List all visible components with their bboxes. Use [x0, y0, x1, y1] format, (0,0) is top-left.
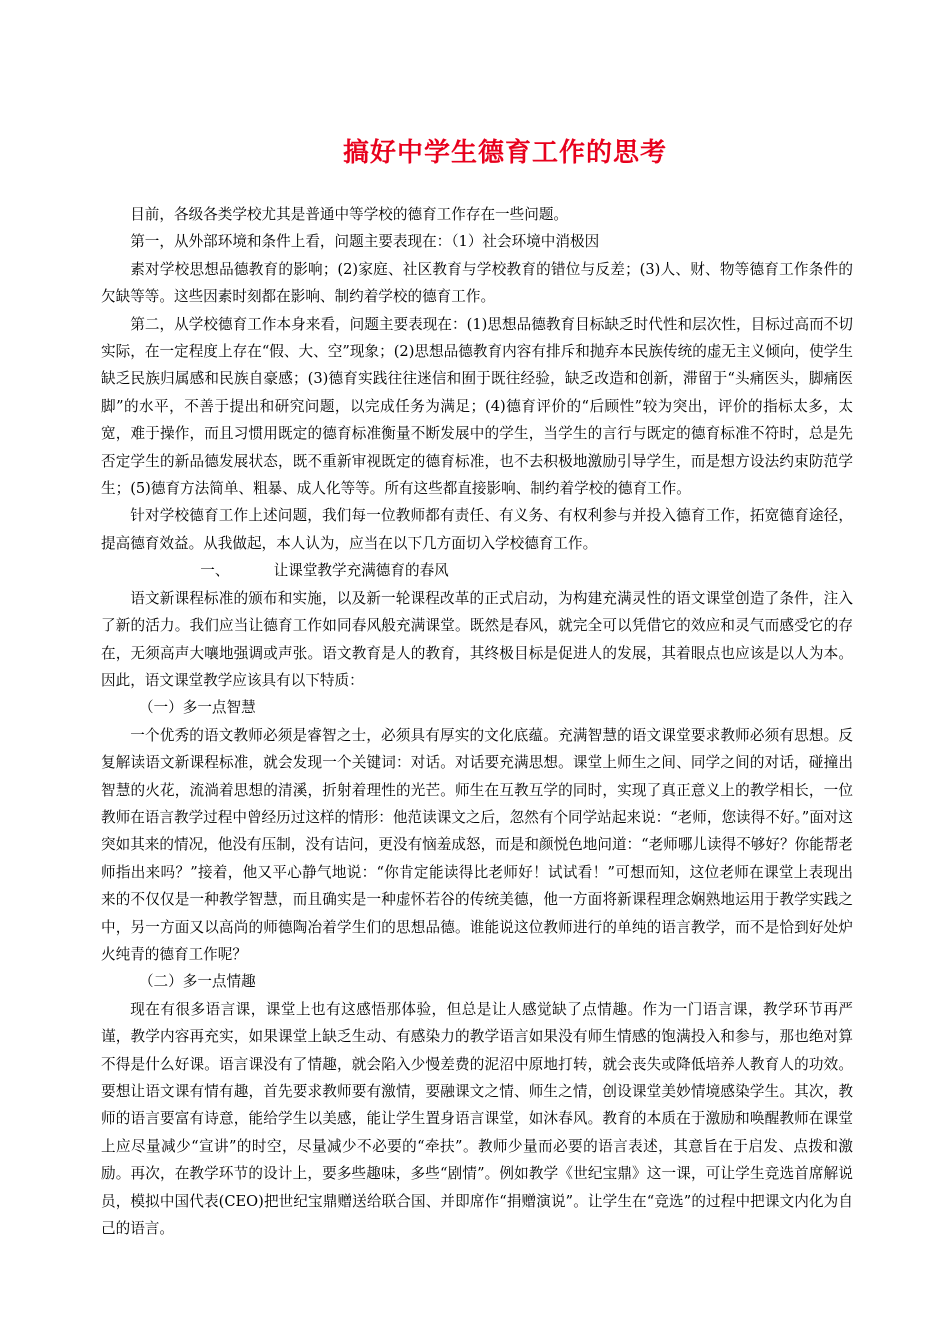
paragraph-wisdom: 一个优秀的语文教师必须是睿智之士，必须具有厚实的文化底蕴。充满智慧的语文课堂要求教师必须有思想。反复解读语文新课程标准，就会发现一个关键词：对话。对话要充满思想。课堂上师生之间、同学之间的对话，碰撞出智慧的火花，流淌着思想的清溪，折射着理性的光芒。师生在互教互学的同时，实现了真正意义上的教学相长，一位教师在语言教学过程中曾经历过这样的情形：他范读课文之后，忽然有个同学站起来说：“老师，您读得不好。”面对这突如其来的情况，他没有压制，没有诘问，更没有恼羞成怒，而是和颜悦色地问道：“老师哪儿读得不够好？你能帮老师指出来吗？”接着，他又平心静气地说：“你肯定能读得比老师好！试试看！”可想而知，这位老师在课堂上表现出来的不仅仅是一种教学智慧，而且确实是一种虚怀若谷的传统美德，他一方面将新课程理念娴熟地运用于教学实践之中，另一方面又以高尚的师德陶冶着学生们的思想品德。谁能说这位教师进行的单纯的语言教学，而不是恰到好处炉火纯青的德育工作呢？	[101, 726, 853, 963]
paragraph-first-point: 第一，从外部环境和条件上看，问题主要表现在：（1）社会环境中消极因	[130, 233, 600, 251]
subheading-interest: （二）多一点情趣	[138, 973, 256, 991]
paragraph-section-one-intro: 语文新课程标准的颁布和实施，以及新一轮课程改革的正式启动，为构建充满灵性的语文课堂创造了条件，注入了新的活力。我们应当让德育工作如同春风般充满课堂。既然是春风，就完全可以凭借它的效应和灵气而感受它的存在，无须高声大嚷地强调或声张。语文教育是人的教育，其终极目标是促进人的发展，其着眼点也应该是以人为本。因此，语文课堂教学应该具有以下特质：	[101, 589, 853, 689]
paragraph-intro: 目前，各级各类学校尤其是普通中等学校的德育工作存在一些问题。	[130, 206, 569, 223]
document-title: 搞好中学生德育工作的思考	[342, 138, 667, 168]
paragraph-second-point: 第二，从学校德育工作本身来看，问题主要表现在：(1)思想品德教育目标缺乏时代性和层次性，目标过高而不切实际，在一定程度上存在“假、大、空”现象；(2)思想品德教育内容有排斥和抛弃本民族传统的虚无主义倾向，使学生缺乏民族归属感和民族自豪感；(3)德育实践往往迷信和囿于既往经验，缺乏改造和创新，滞留于“头痛医头，脚痛医脚”的水平，不善于提出和研究问题，以完成任务为满足；(4)德育评价的“后顾性”较为突出，评价的指标太多，太宽，难于操作，而且习惯用既定的德育标准衡量不断发展中的学生，当学生的言行与既定的德育标准不符时，总是先否定学生的新品德发展状态，既不重新审视既定的德育标准，也不去积极地激励引导学生，而是想方设法约束防范学生；(5)德育方法简单、粗暴、成人化等等。所有这些都直接影响、制约着学校的德育工作。	[101, 315, 853, 498]
paragraph-first-point-continued: 素对学校思想品德教育的影响；(2)家庭、社区教育与学校教育的错位与反差；(3)人、财、物等德育工作条件的欠缺等等。这些因素时刻都在影响、制约着学校的德育工作。	[101, 260, 853, 306]
subheading-wisdom: （一）多一点智慧	[138, 699, 256, 717]
section-heading-one	[101, 557, 853, 584]
section-heading-text: 让课堂教学充满德育的春风	[273, 562, 449, 580]
paragraph-response: 针对学校德育工作上述问题，我们每一位教师都有责任、有义务、有权利参与并投入德育工作，拓宽德育途径，提高德育效益。从我做起，本人认为，应当在以下几方面切入学校德育工作。	[101, 507, 853, 552]
paragraph-interest: 现在有很多语言课，课堂上也有这感悟那体验，但总是让人感觉缺了点情趣。作为一门语言课，教学环节再严谨，教学内容再充实，如果课堂上缺乏生动、有感染力的教学语言如果没有师生情感的饱满投入和参与，那也绝对算不得是什么好课。语言课没有了情趣，就会陷入少慢差费的泥沼中原地打转，就会丧失或降低培养人教育人的功效。要想让语文课有情有趣，首先要求教师要有激情，要融课文之情、师生之情，创设课堂美妙情境感染学生。其次，教师的语言要富有诗意，能给学生以美感，能让学生置身语言课堂，如沐春风。教育的本质在于激励和唤醒教师在课堂上应尽量减少“宣讲”的时空，尽量减少不必要的“牵扶”。教师少量而必要的语言表述，其意旨在于启发、点拨和激励。再次，在教学环节的设计上，要多些趣味，多些“剧情”。例如教学《世纪宝鼎》这一课，可让学生竞选首席解说员，模拟中国代表(CEO)把世纪宝鼎赠送给联合国、并即席作“捐赠演说”。让学生在“竞选”的过程中把课文内化为自己的语言。	[101, 1000, 853, 1238]
section-heading-number: 一、	[200, 562, 230, 580]
document-body	[101, 201, 853, 1242]
